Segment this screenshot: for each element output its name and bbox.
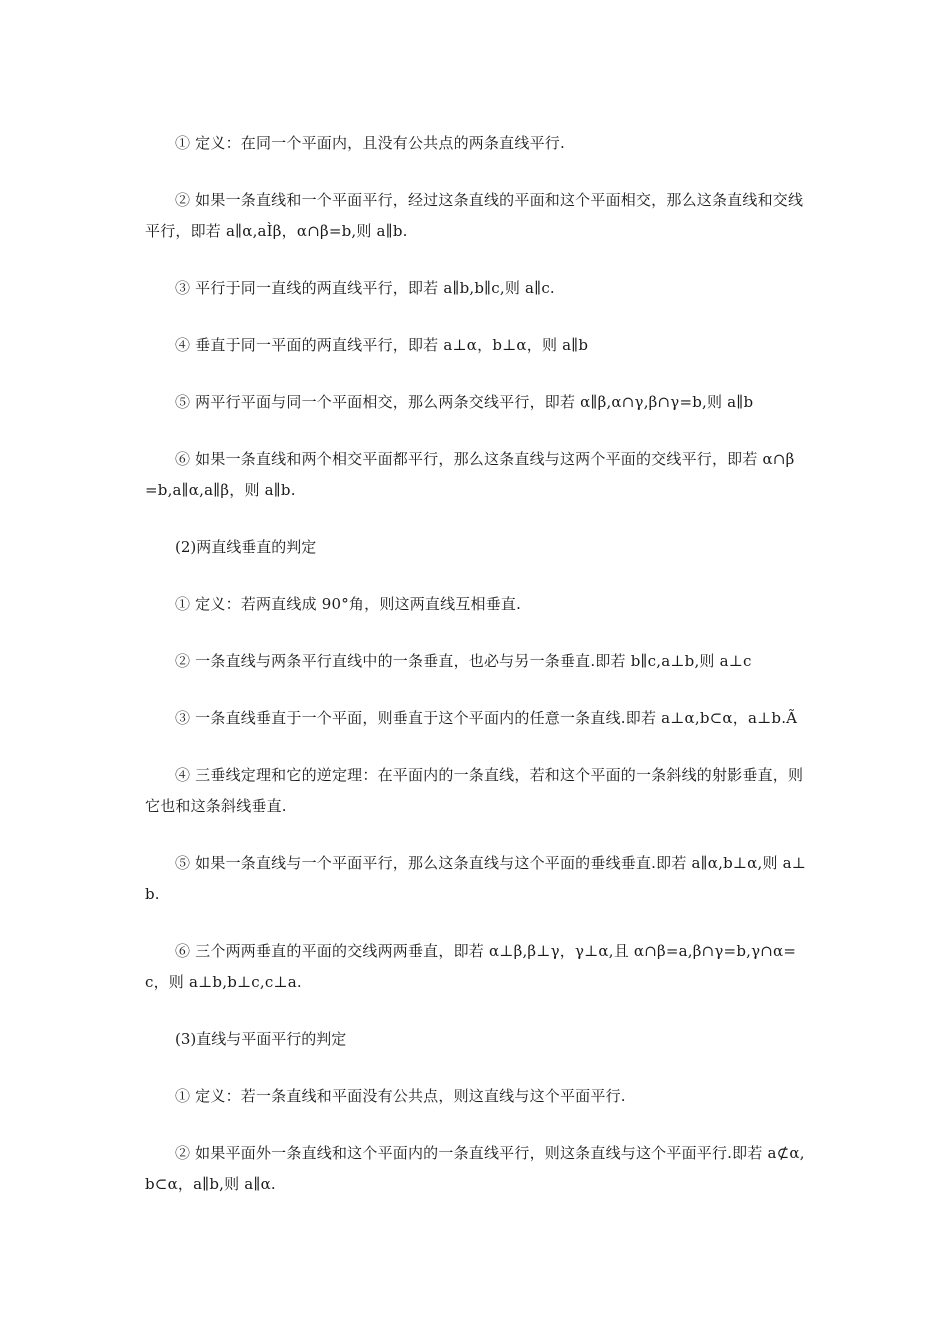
paragraph-two-intersecting-planes: ⑥ 如果一条直线和两个相交平面都平行，那么这条直线与这两个平面的交线平行，即若 α∩β=b,a∥α,a∥β，则 a∥b.	[145, 450, 795, 499]
paragraph-perpendicular-to-plane: ③ 一条直线垂直于一个平面，则垂直于这个平面内的任意一条直线.即若 a⊥α,b⊂α，a⊥b.Ã	[175, 709, 798, 727]
section-heading-line-plane-parallel: (3)直线与平面平行的判定	[175, 1030, 347, 1048]
document-page	[145, 128, 807, 1226]
paragraph-line-plane-definition: ① 定义：若一条直线和平面没有公共点，则这直线与这个平面平行.	[175, 1087, 626, 1105]
paragraph-parallel-transitive: ③ 平行于同一直线的两直线平行，即若 a∥b,b∥c,则 a∥c.	[175, 279, 555, 297]
section-heading-perpendicular-lines: (2)两直线垂直的判定	[175, 538, 317, 556]
paragraph-parallel-definition: ① 定义：在同一个平面内，且没有公共点的两条直线平行.	[175, 134, 565, 152]
paragraph-three-perpendiculars-theorem: ④ 三垂线定理和它的逆定理：在平面内的一条直线，若和这个平面的一条斜线的射影垂直，则它也和这条斜线垂直.	[145, 766, 804, 815]
paragraph-perpendicular-same-plane: ④ 垂直于同一平面的两直线平行，即若 a⊥α，b⊥α，则 a∥b	[175, 336, 589, 354]
paragraph-line-plane-criterion: ② 如果平面外一条直线和这个平面内的一条直线平行，则这条直线与这个平面平行.即若 a⊄α,b⊂α，a∥b,则 a∥α.	[145, 1144, 805, 1193]
paragraph-parallel-planes-intersect: ⑤ 两平行平面与同一个平面相交，那么两条交线平行，即若 α∥β,α∩γ,β∩γ=b,则 a∥b	[175, 393, 754, 411]
paragraph-three-perpendicular-planes: ⑥ 三个两两垂直的平面的交线两两垂直，即若 α⊥β,β⊥γ，γ⊥α,且 α∩β=a,β∩γ=b,γ∩α=c，则 a⊥b,b⊥c,c⊥a.	[145, 942, 797, 991]
paragraph-parallel-plane-intersection: ② 如果一条直线和一个平面平行，经过这条直线的平面和这个平面相交，那么这条直线和交线平行，即若 a∥α,aÌβ，α∩β=b,则 a∥b.	[145, 191, 804, 240]
paragraph-parallel-plane-normal: ⑤ 如果一条直线与一个平面平行，那么这条直线与这个平面的垂线垂直.即若 a∥α,b⊥α,则 a⊥b.	[145, 854, 807, 903]
paragraph-perpendicular-to-parallel: ② 一条直线与两条平行直线中的一条垂直，也必与另一条垂直.即若 b∥c,a⊥b,则 a⊥c	[175, 652, 752, 670]
paragraph-perpendicular-definition: ① 定义：若两直线成 90°角，则这两直线互相垂直.	[175, 595, 522, 613]
